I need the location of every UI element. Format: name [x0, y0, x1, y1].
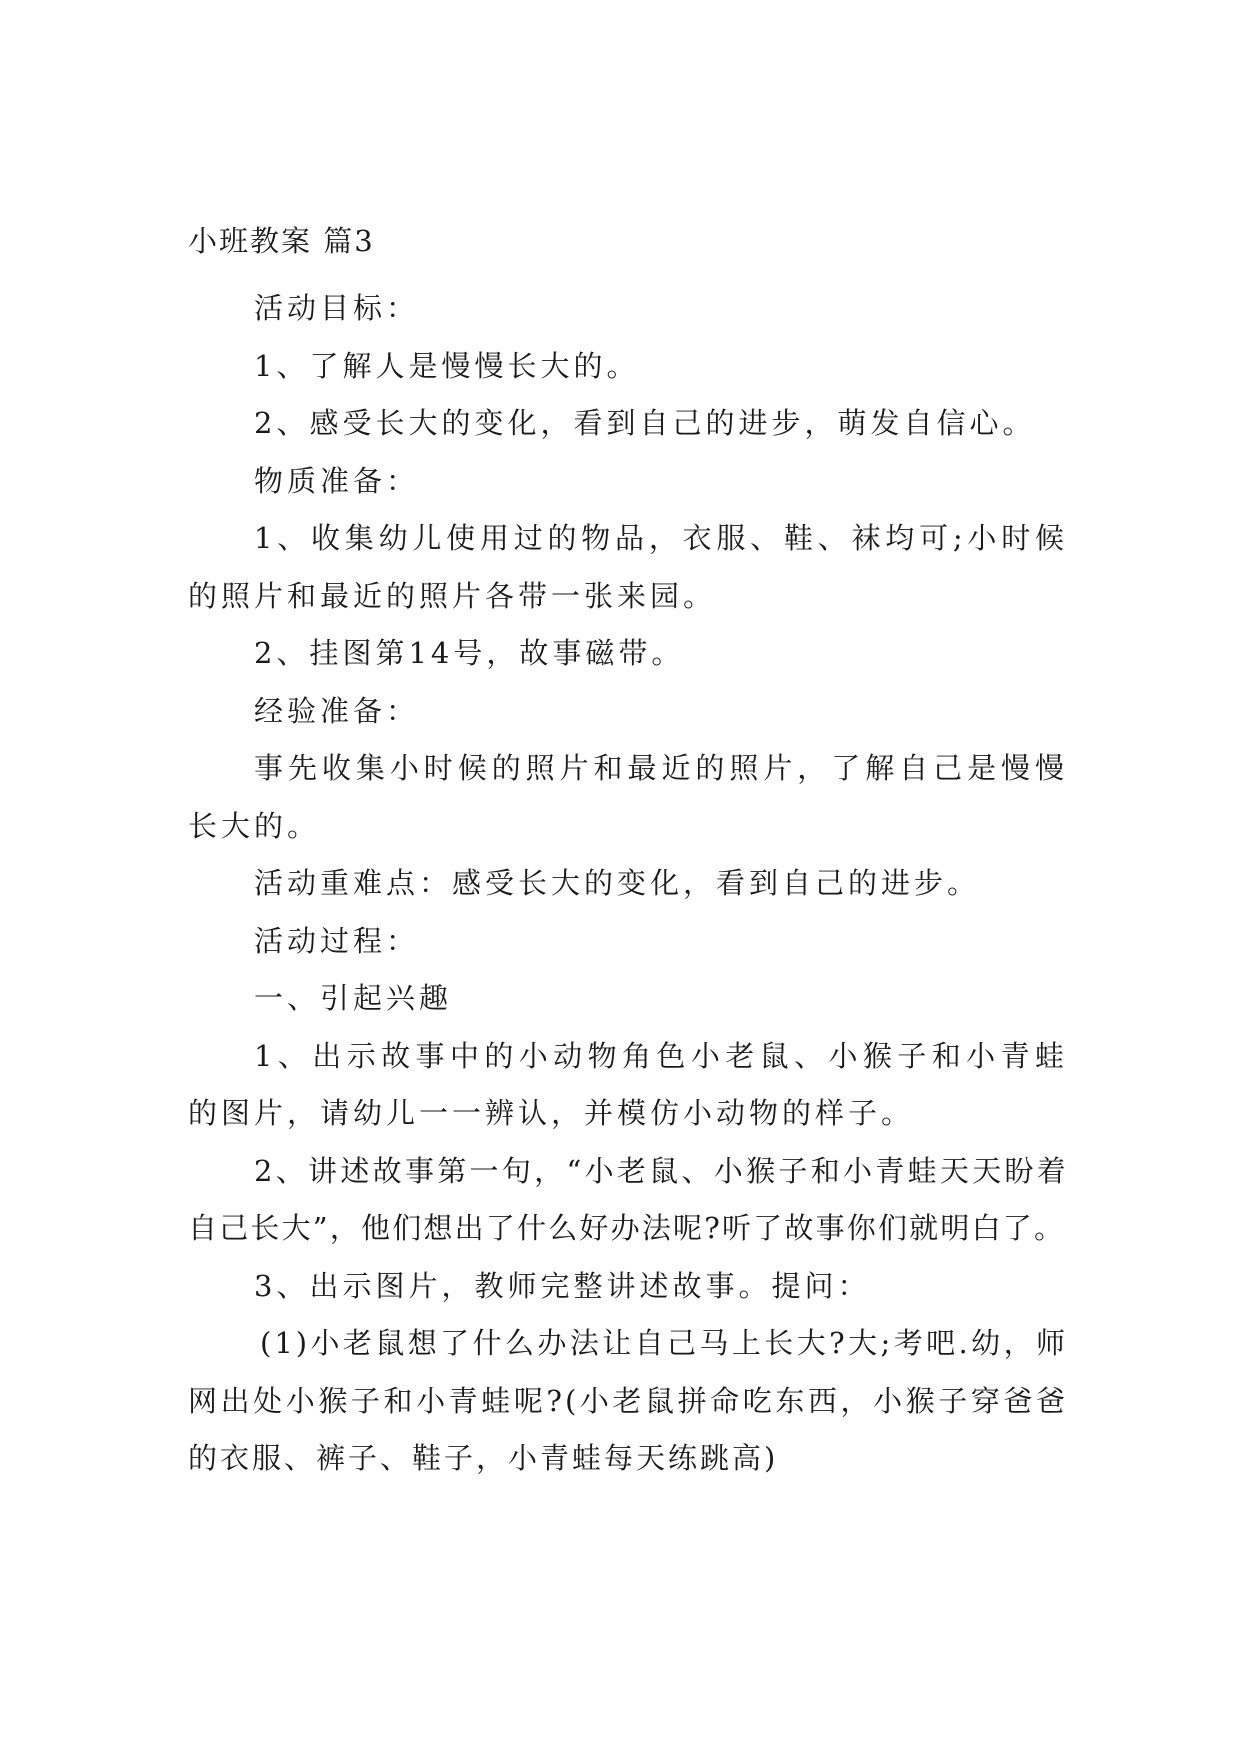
paragraph-section-1-heading: 一、引起兴趣	[254, 981, 453, 1015]
document-title: 小班教案 篇3	[188, 224, 375, 258]
document-body	[188, 222, 1068, 1488]
paragraph-material-2: 2、挂图第14号，故事磁带。	[254, 636, 685, 670]
paragraph-step-1: 1、出示故事中的小动物角色小老鼠、小猴子和小青蛙的图片，请幼儿一一辨认，并模仿小动物的样子。	[188, 1038, 1068, 1130]
paragraph-key-points: 活动重难点：感受长大的变化，看到自己的进步。	[254, 866, 981, 900]
paragraph-material-prep-heading: 物质准备：	[254, 463, 420, 498]
paragraph-activity-goals-heading: 活动目标：	[254, 291, 420, 325]
paragraph-material-1: 1、收集幼儿使用过的物品，衣服、鞋、袜均可;小时候的照片和最近的照片各带一张来园。	[188, 521, 1068, 613]
paragraph-step-3: 3、出示图片，教师完整讲述故事。提问：	[254, 1268, 871, 1303]
paragraph-step-2: 2、讲述故事第一句，“小老鼠、小猴子和小青蛙天天盼着自己长大”，他们想出了什么好办法呢?听了故事你们就明白了。	[188, 1153, 1068, 1245]
paragraph-goal-2: 2、感受长大的变化，看到自己的进步，萌发自信心。	[254, 406, 1036, 440]
paragraph-process-heading: 活动过程：	[254, 923, 420, 958]
paragraph-experience-prep: 事先收集小时候的照片和最近的照片，了解自己是慢慢长大的。	[188, 751, 1068, 843]
paragraph-experience-prep-heading: 经验准备：	[254, 693, 420, 728]
paragraph-goal-1: 1、了解人是慢慢长大的。	[254, 348, 640, 383]
paragraph-question-1: (1)小老鼠想了什么办法让自己马上长大?大;考吧.幼，师网出处小猴子和小青蛙呢?(小老鼠拼命吃东西，小猴子穿爸爸的衣服、裤子、鞋子，小青蛙每天练跳高)	[188, 1326, 1068, 1475]
